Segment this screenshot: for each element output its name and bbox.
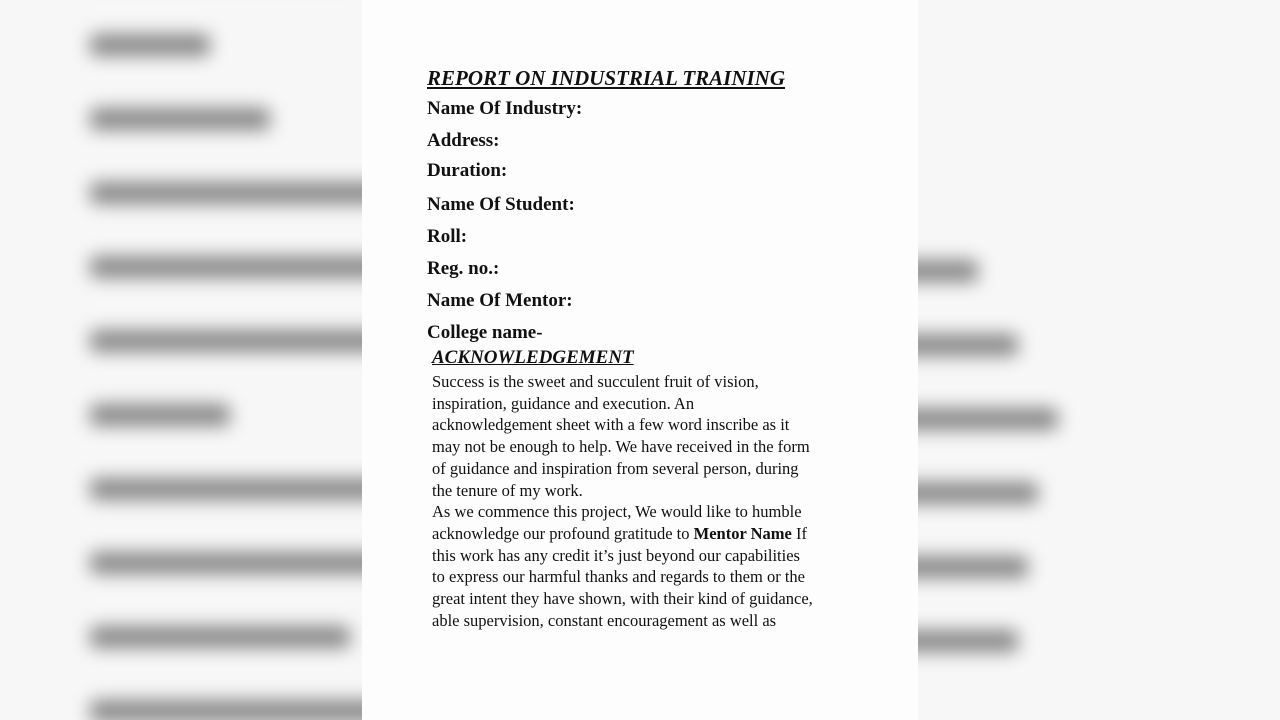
document-title: REPORT ON INDUSTRIAL TRAINING xyxy=(427,66,786,90)
field-name-of-student: Name Of Student: xyxy=(427,194,575,215)
blurred-document-copy xyxy=(918,260,1178,704)
acknowledgement-paragraph xyxy=(432,371,862,631)
acknowledgement-heading: ACKNOWLEDGEMENT xyxy=(432,347,634,368)
acknowledgement-line: to express our harmful thanks and regards to them or the xyxy=(432,567,805,587)
acknowledgement-line: able supervision, constant encouragement as well as xyxy=(432,610,777,630)
acknowledgement-line: Success is the sweet and succulent fruit of vision, xyxy=(432,372,759,391)
acknowledgement-line: As we commence this project, We would like to humble xyxy=(432,502,802,522)
blurred-document-copy xyxy=(90,0,362,720)
blurred-background-left xyxy=(0,0,362,720)
acknowledgement-line: the tenure of my work. xyxy=(432,480,583,500)
acknowledgement-line: may not be enough to help. We have received in the form xyxy=(432,437,810,457)
document-page xyxy=(362,0,918,720)
field-name-of-industry: Name Of Industry: xyxy=(427,98,583,119)
field-roll: Roll: xyxy=(427,226,468,247)
acknowledgement-line: acknowledgement sheet with a few word inscribe as it xyxy=(432,415,790,435)
field-name-of-mentor: Name Of Mentor: xyxy=(427,290,573,311)
acknowledgement-line: this work has any credit it’s just beyond our capabilities xyxy=(432,545,800,565)
acknowledgement-line: great intent they have shown, with their kind of guidance, xyxy=(432,589,813,609)
acknowledgement-gratitude-line xyxy=(432,523,862,545)
gratitude-suffix: If xyxy=(791,523,807,543)
blurred-background-right xyxy=(918,0,1280,720)
acknowledgement-line: inspiration, guidance and execution. An xyxy=(432,393,695,413)
field-duration: Duration: xyxy=(427,160,508,181)
mentor-name: Mentor Name xyxy=(693,523,792,543)
gratitude-prefix: acknowledge our profound gratitude to xyxy=(432,523,694,543)
field-address: Address: xyxy=(427,130,500,151)
acknowledgement-line: of guidance and inspiration from several person, during xyxy=(432,458,799,478)
field-reg-no: Reg. no.: xyxy=(427,258,500,279)
field-college-name: College name- xyxy=(427,322,543,343)
